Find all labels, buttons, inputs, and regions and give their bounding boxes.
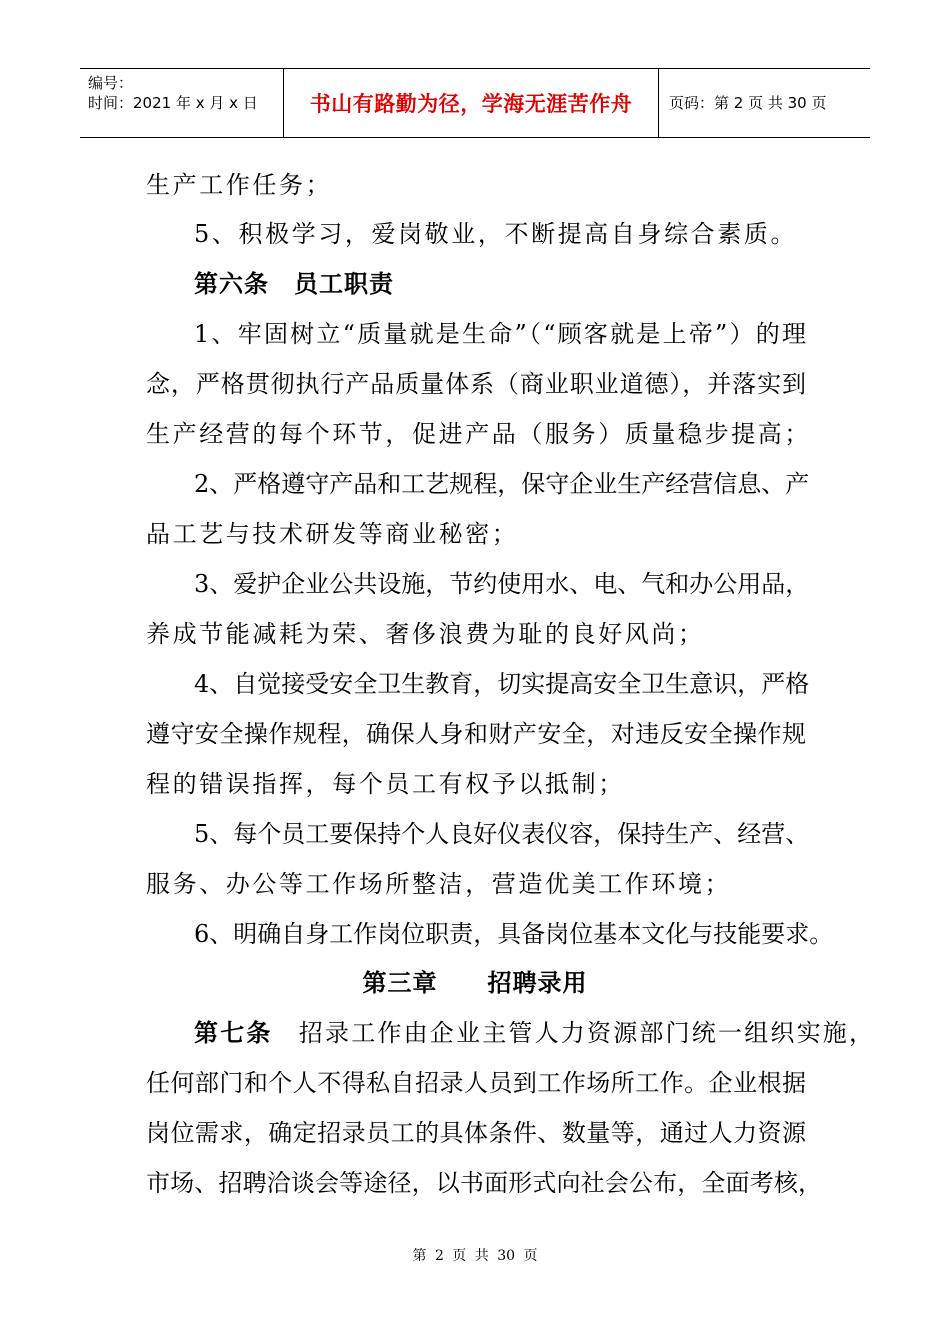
body-line: 养成节能减耗为荣、奢侈浪费为耻的良好风尚； bbox=[146, 620, 705, 648]
body-line: 6、明确自身工作岗位职责，具备岗位基本文化与技能要求。 bbox=[194, 920, 834, 948]
body-line: 程的错误指挥，每个员工有权予以抵制； bbox=[146, 770, 625, 798]
header-page-cell bbox=[659, 69, 870, 137]
header-page-info: 页码：第 2 页 共 30 页 bbox=[669, 94, 827, 112]
body-line: 5、积极学习，爱岗敬业，不断提高自身综合素质。 bbox=[194, 220, 798, 248]
body-line: 3、爱护企业公共设施，节约使用水、电、气和办公用品， bbox=[194, 570, 810, 598]
body-line: 5、每个员工要保持个人良好仪表仪容，保持生产、经营、 bbox=[194, 820, 810, 848]
page-header bbox=[80, 68, 870, 138]
body-line: 2、严格遵守产品和工艺规程，保守企业生产经营信息、产 bbox=[194, 470, 810, 498]
page-footer: 第 2 页 共 30 页 bbox=[412, 1248, 538, 1264]
body-line: 服务、办公等工作场所整洁，营造优美工作环境； bbox=[146, 870, 732, 898]
chapter-heading: 第三章 招聘录用 bbox=[362, 969, 588, 997]
body-line: 念，严格贯彻执行产品质量体系（商业职业道德），并落实到 bbox=[146, 370, 806, 398]
body-line: 生产工作任务； bbox=[146, 171, 333, 199]
body-line: 市场、招聘洽谈会等途径，以书面形式向社会公布，全面考核， bbox=[146, 1169, 822, 1197]
header-motto-cell bbox=[284, 69, 658, 137]
body-line: 4、自觉接受安全卫生教育，切实提高安全卫生意识，严格 bbox=[194, 670, 810, 698]
header-motto: 书山有路勤为径，学海无涯苦作舟 bbox=[309, 92, 633, 116]
body-line: 任何部门和个人不得私自招录人员到工作场所工作。企业根据 bbox=[146, 1069, 806, 1097]
body-line: 岗位需求，确定招录员工的具体条件、数量等，通过人力资源 bbox=[146, 1119, 806, 1147]
article-text: 招录工作由企业主管人力资源部门统一组织实施， bbox=[272, 1019, 876, 1047]
document-date: 时间：2021 年 x 月 x 日 bbox=[88, 94, 258, 112]
body-line: 生产经营的每个环节，促进产品（服务）质量稳步提高； bbox=[146, 420, 811, 448]
section-heading: 第六条 员工职责 bbox=[194, 270, 394, 298]
body-line: 遵守安全操作规程，确保人身和财产安全，对违反安全操作规 bbox=[146, 720, 806, 748]
article-label: 第七条 bbox=[194, 1019, 273, 1047]
article-line bbox=[194, 1018, 875, 1048]
header-meta bbox=[80, 69, 283, 137]
body-line: 品工艺与技术研发等商业秘密； bbox=[146, 520, 519, 548]
body-line: 1、牢固树立“质量就是生命”（“顾客就是上帝”）的理 bbox=[194, 320, 806, 348]
document-number-label: 编号： bbox=[88, 74, 134, 92]
